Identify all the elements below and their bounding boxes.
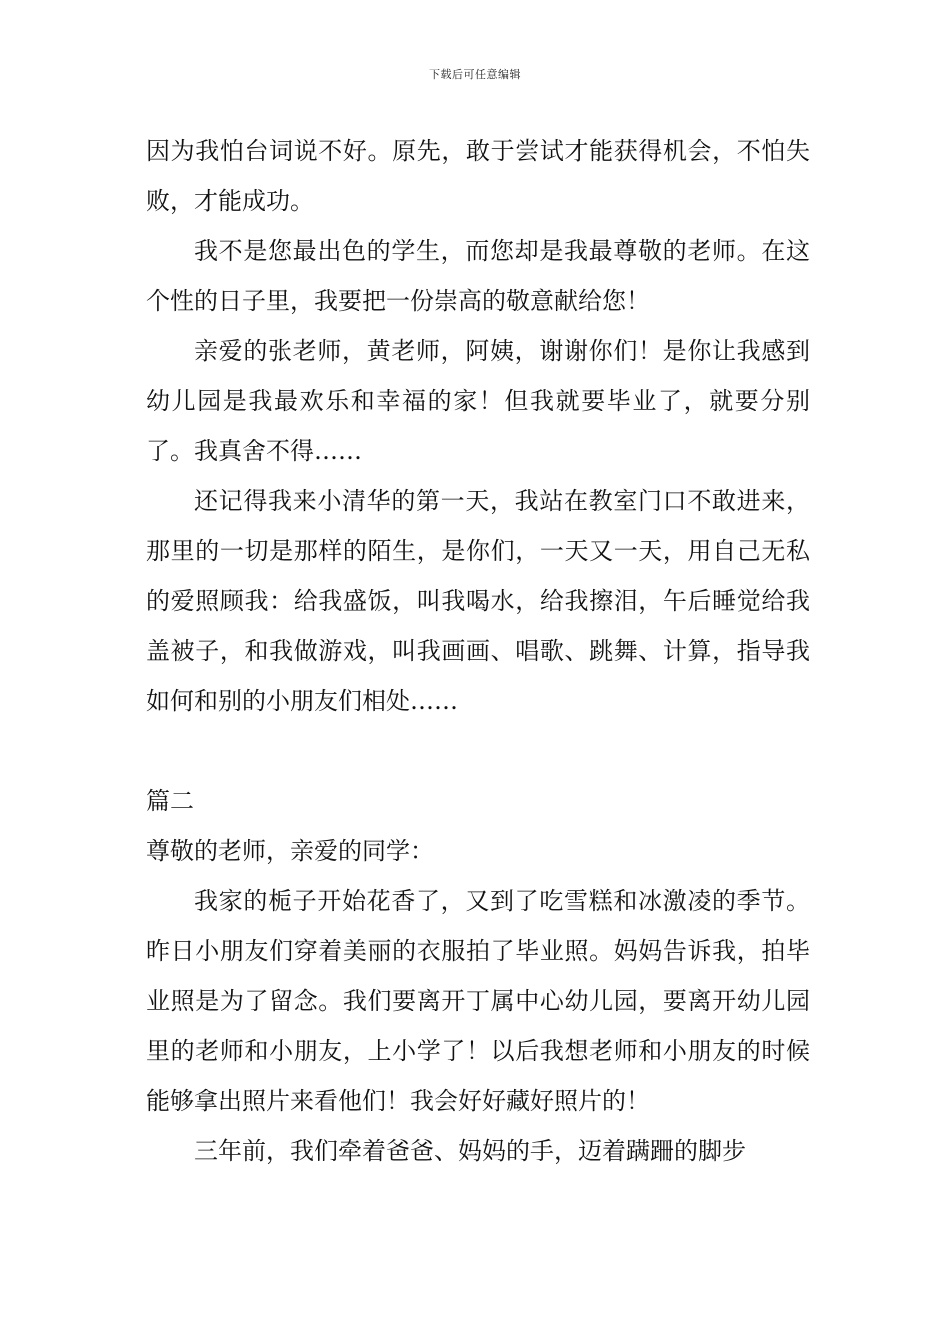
paragraph: 我不是您最出色的学生，而您却是我最尊敬的老师。在这个性的日子里，我要把一份崇高的敬意献给您！	[146, 237, 810, 315]
section-title: 篇二	[146, 787, 194, 815]
paragraph: 亲爱的张老师，黄老师，阿姨，谢谢你们！是你让我感到幼儿园是我最欢乐和幸福的家！但我就要毕业了，就要分别了。我真舍不得……	[146, 337, 810, 465]
salutation: 尊敬的老师，亲爱的同学：	[146, 837, 434, 865]
paragraph: 还记得我来小清华的第一天，我站在教室门口不敢进来，那里的一切是那样的陌生，是你们，一天又一天，用自己无私的爱照顾我：给我盛饭，叫我喝水，给我擦泪，午后睡觉给我盖被子，和我做游戏，叫我画画、唱歌、跳舞、计算，指导我如何和别的小朋友们相处……	[146, 487, 810, 715]
document-body	[146, 126, 810, 1176]
page-header: 下载后可任意编辑	[429, 68, 521, 81]
paragraph: 我家的栀子开始花香了，又到了吃雪糕和冰激凌的季节。昨日小朋友们穿着美丽的衣服拍了毕业照。妈妈告诉我，拍毕业照是为了留念。我们要离开丁属中心幼儿园，要离开幼儿园里的老师和小朋友，上小学了！以后我想老师和小朋友的时候能够拿出照片来看他们！我会好好藏好照片的！	[146, 887, 810, 1115]
paragraph: 三年前，我们牵着爸爸、妈妈的手，迈着蹒跚的脚步	[194, 1137, 746, 1165]
paragraph: 因为我怕台词说不好。原先，敢于尝试才能获得机会，不怕失败，才能成功。	[146, 137, 810, 215]
